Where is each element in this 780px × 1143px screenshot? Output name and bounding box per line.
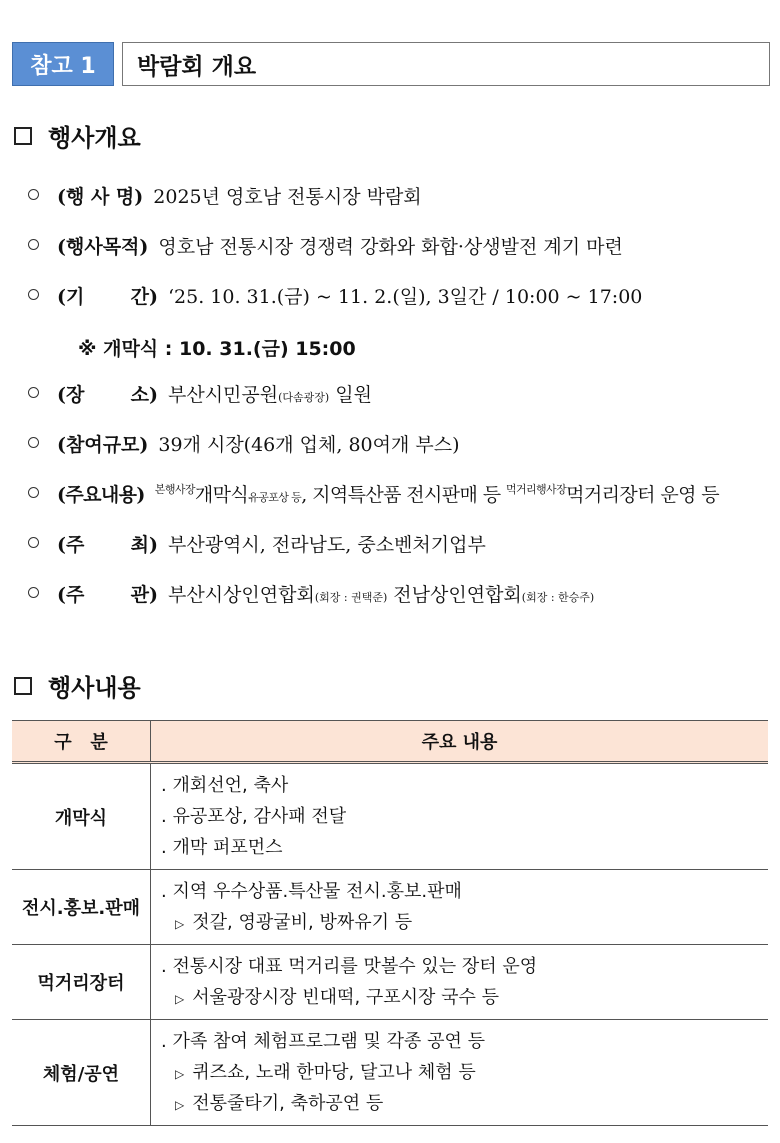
bullet-circle-icon bbox=[28, 437, 39, 448]
checkbox-square-icon bbox=[14, 127, 32, 145]
checkbox-square-icon bbox=[14, 677, 32, 695]
page-title: 박람회 개요 bbox=[122, 42, 770, 86]
bullet-circle-icon bbox=[28, 387, 39, 398]
content-food: 먹거리장터 운영 등 bbox=[566, 484, 720, 506]
bullet-circle-icon bbox=[28, 537, 39, 548]
content-line: . 가족 참여 체험프로그램 및 각종 공연 등 bbox=[161, 1031, 485, 1052]
item-organizer bbox=[28, 580, 594, 607]
item-purpose bbox=[28, 232, 623, 259]
organizer-1-chair: (회장 : 권택준) bbox=[314, 591, 388, 604]
table-row bbox=[12, 870, 768, 945]
header-main-content: 주요 내용 bbox=[151, 721, 769, 763]
table-row bbox=[12, 763, 768, 870]
content-subline bbox=[161, 1088, 758, 1119]
opening-ceremony-note: ※ 개막식 : 10. 31.(금) 15:00 bbox=[78, 338, 356, 360]
label-host: (주 최) bbox=[57, 534, 158, 556]
section-overview-header bbox=[14, 118, 141, 153]
label-organizer: (주 관) bbox=[57, 584, 158, 606]
label-venue: (장 소) bbox=[57, 384, 158, 406]
subline-text: 젓갈, 영광굴비, 방짜유기 등 bbox=[192, 912, 413, 933]
triangle-bullet-icon: ▷ bbox=[175, 917, 185, 931]
content-line: . 전통시장 대표 먹거리를 맛볼수 있는 장터 운영 bbox=[161, 956, 538, 977]
bullet-circle-icon bbox=[28, 289, 39, 300]
reference-badge: 참고 1 bbox=[12, 42, 114, 86]
bullet-circle-icon bbox=[28, 487, 39, 498]
triangle-bullet-icon: ▷ bbox=[175, 1067, 185, 1081]
content-line: . 개회선언, 축사 bbox=[161, 775, 289, 796]
item-venue bbox=[28, 380, 372, 407]
triangle-bullet-icon: ▷ bbox=[175, 992, 185, 1006]
table-row bbox=[12, 1020, 768, 1126]
content-line: . 유공포상, 감사패 전달 bbox=[161, 806, 347, 827]
food-venue-tag: 먹거리행사장 bbox=[505, 483, 567, 496]
label-purpose: (행사목적) bbox=[57, 236, 149, 258]
item-period bbox=[28, 282, 642, 309]
table-row bbox=[12, 945, 768, 1020]
value-venue-main: 부산시민공원 bbox=[168, 384, 279, 406]
content-subline bbox=[161, 982, 758, 1013]
content-opening: 개막식 bbox=[194, 484, 249, 506]
row-category: 전시.홍보.판매 bbox=[12, 870, 151, 945]
label-period: (기 간) bbox=[57, 286, 158, 308]
value-host: 부산광역시, 전라남도, 중소벤처기업부 bbox=[168, 534, 486, 556]
item-host bbox=[28, 530, 486, 557]
subline-text: 서울광장시장 빈대떡, 구포시장 국수 등 bbox=[192, 987, 500, 1008]
organizer-2-chair: (회장 : 한승주) bbox=[521, 591, 595, 604]
content-award: 유공포상 등 bbox=[248, 491, 302, 504]
content-line: . 개막 퍼포먼스 bbox=[161, 837, 283, 858]
table-header-row bbox=[12, 721, 768, 763]
header-category: 구 분 bbox=[12, 721, 151, 763]
value-venue-small: (다솜광장) bbox=[278, 391, 330, 404]
row-category: 체험/공연 bbox=[12, 1020, 151, 1126]
row-content bbox=[151, 763, 769, 870]
row-category: 개막식 bbox=[12, 763, 151, 870]
subline-text: 전통줄타기, 축하공연 등 bbox=[192, 1093, 384, 1114]
row-content bbox=[151, 945, 769, 1020]
content-subline bbox=[161, 907, 758, 938]
value-scale: 39개 시장(46개 업체, 80여개 부스) bbox=[158, 434, 460, 456]
bullet-circle-icon bbox=[28, 239, 39, 250]
section-overview-title: 행사개요 bbox=[48, 124, 141, 152]
title-bar bbox=[12, 42, 770, 88]
item-scale bbox=[28, 430, 460, 457]
event-content-table bbox=[12, 720, 768, 1126]
value-venue-end: 일원 bbox=[329, 384, 372, 406]
section-content-header bbox=[14, 668, 141, 703]
value-organizer-1: 부산시상인연합회 bbox=[168, 584, 315, 606]
bullet-circle-icon bbox=[28, 189, 39, 200]
content-line: . 지역 우수상품.특산물 전시.홍보.판매 bbox=[161, 881, 462, 902]
item-main-content bbox=[28, 480, 719, 507]
label-event-name: (행 사 명) bbox=[57, 186, 144, 208]
value-event-name: 2025년 영호남 전통시장 박람회 bbox=[153, 186, 422, 208]
main-venue-tag: 본행사장 bbox=[154, 483, 195, 496]
row-content bbox=[151, 1020, 769, 1126]
bullet-circle-icon bbox=[28, 587, 39, 598]
subline-text: 퀴즈쇼, 노래 한마당, 달고나 체험 등 bbox=[192, 1062, 476, 1083]
value-purpose: 영호남 전통시장 경쟁력 강화와 화합·상생발전 계기 마련 bbox=[158, 236, 623, 258]
value-organizer-2: 전남상인연합회 bbox=[387, 584, 522, 606]
item-event-name bbox=[28, 182, 422, 209]
label-scale: (참여규모) bbox=[57, 434, 149, 456]
row-content bbox=[151, 870, 769, 945]
content-exhibit: , 지역특산품 전시판매 등 bbox=[301, 484, 506, 506]
label-main-content: (주요내용) bbox=[57, 484, 145, 506]
triangle-bullet-icon: ▷ bbox=[175, 1098, 185, 1112]
value-period: ‘25. 10. 31.(금) ~ 11. 2.(일), 3일간 / 10:00 ~ 17:00 bbox=[168, 286, 643, 308]
section-content-title: 행사내용 bbox=[48, 674, 141, 702]
content-subline bbox=[161, 1057, 758, 1088]
row-category: 먹거리장터 bbox=[12, 945, 151, 1020]
